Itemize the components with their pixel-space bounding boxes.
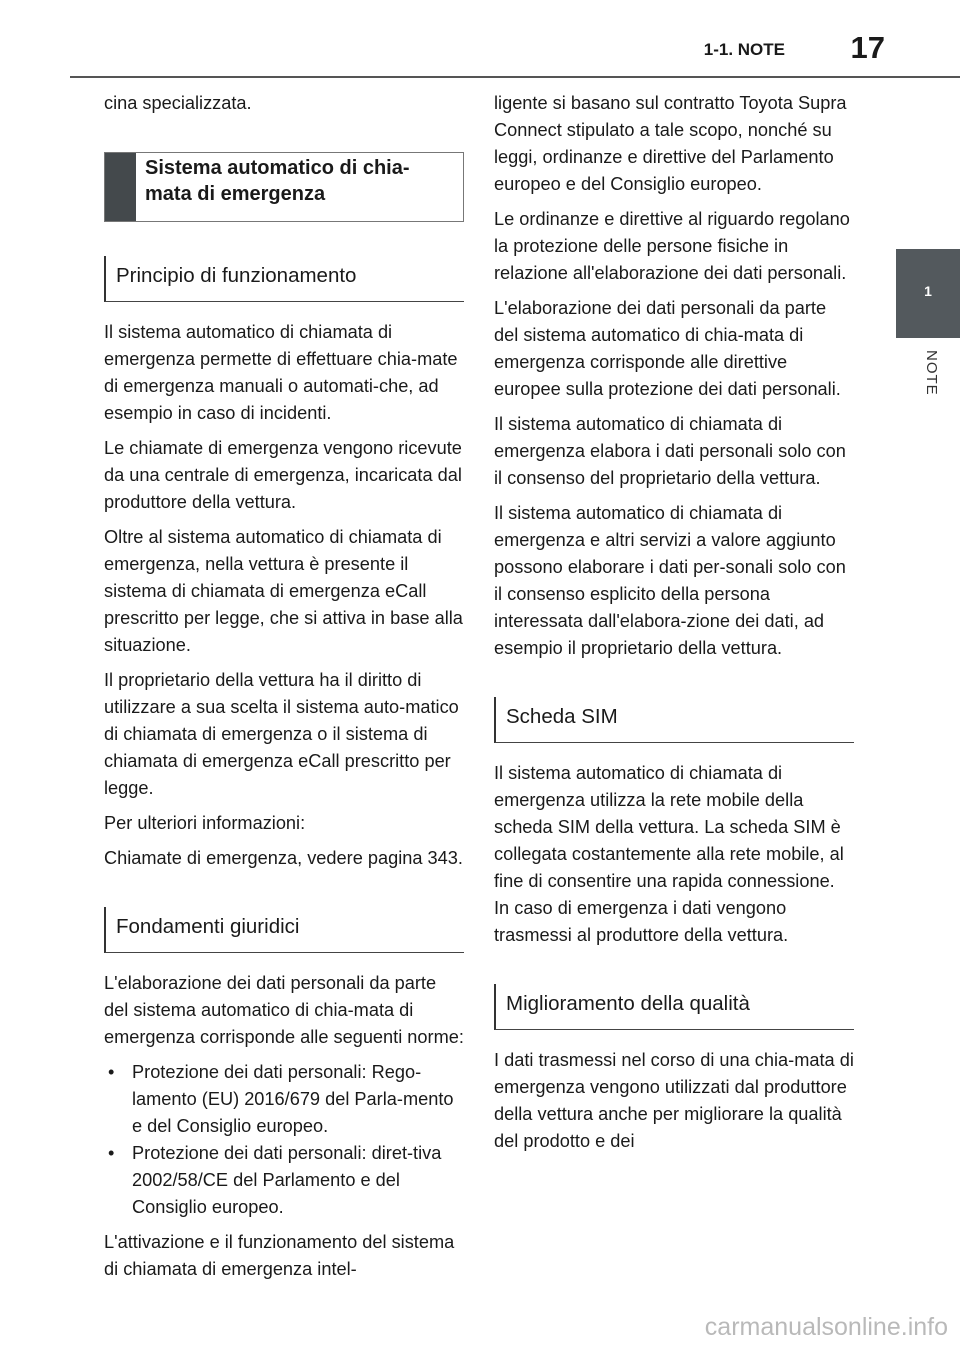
box-title-line-2: mata di emergenza bbox=[145, 183, 326, 205]
header-divider bbox=[70, 76, 960, 78]
paragraph: L'elaborazione dei dati personali da parte del sistema automatico di chia-mata di emergenza corrisponde alle direttive europee sulla protezione dei dati personali. bbox=[494, 298, 841, 399]
paragraph: Il sistema automatico di chiamata di emergenza utilizza la rete mobile della scheda SIM della vettura. La scheda SIM è collegata costantemente alla rete mobile, al fine di consentire una rapida connessione. In caso di emergenza i dati vengono trasmessi al produttore della vettura. bbox=[494, 763, 844, 945]
bullet-item: • Protezione dei dati personali: Rego-lamento (EU) 2016/679 del Parla-mento e del Consiglio europeo. bbox=[104, 1059, 464, 1140]
bullet-item: • Protezione dei dati personali: diret-tiva 2002/58/CE del Parlamento e del Consiglio europeo. bbox=[104, 1140, 464, 1221]
paragraph: Per ulteriori informazioni: bbox=[104, 813, 306, 833]
page-header bbox=[0, 0, 960, 80]
chapter-label: NOTE bbox=[923, 350, 940, 396]
paragraph: L'elaborazione dei dati personali da parte del sistema automatico di chia-mata di emergenza corrisponde alle seguenti norme: bbox=[104, 973, 464, 1047]
intro-text: cina specializzata. bbox=[104, 93, 252, 113]
chapter-tab[interactable] bbox=[896, 249, 960, 338]
chapter-number: 1 bbox=[924, 283, 932, 299]
paragraph: Il sistema automatico di chiamata di emergenza e altri servizi a valore aggiunto possono elaborare i dati per-sonali solo con il consenso esplicito della persona interessata dall'elabora-zione dei dati, ad esempio il proprietario della vettura. bbox=[494, 503, 846, 658]
page-reference[interactable]: Chiamate di emergenza, vedere pagina 343. bbox=[104, 848, 463, 868]
paragraph: Le chiamate di emergenza vengono ricevute da una centrale di emergenza, incaricata dal produttore della vettura. bbox=[104, 438, 462, 512]
section-box-bar bbox=[105, 153, 136, 221]
section-title: 1-1. NOTE bbox=[703, 40, 785, 59]
paragraph: I dati trasmessi nel corso di una chia-mata di emergenza vengono utilizzati dal produttore della vettura anche per migliorare la qualità del prodotto e dei bbox=[494, 1050, 854, 1151]
page-number: 17 bbox=[850, 30, 885, 65]
paragraph: Le ordinanze e direttive al riguardo regolano la protezione delle persone fisiche in relazione all'elaborazione dei dati personali. bbox=[494, 209, 850, 283]
paragraph: Oltre al sistema automatico di chiamata di emergenza, nella vettura è presente il sistema di chiamata di emergenza eCall prescritto per legge, che si attiva in base alla situazione. bbox=[104, 527, 463, 655]
paragraph: Il proprietario della vettura ha il diritto di utilizzare a sua scelta il sistema auto-matico di chiamata di emergenza o il sistema di chiamata di emergenza eCall prescritto per legge. bbox=[104, 670, 459, 798]
subheading-legal: Fondamenti giuridici bbox=[104, 907, 464, 953]
box-title-line-1: Sistema automatico di chia- bbox=[145, 157, 410, 179]
right-column bbox=[494, 90, 854, 1163]
left-column bbox=[104, 90, 464, 1291]
section-box-title bbox=[104, 152, 464, 222]
paragraph: ligente si basano sul contratto Toyota Supra Connect stipulato a tale scopo, nonché su leggi, ordinanze e direttive del Parlamento europeo e del Consiglio europeo. bbox=[494, 93, 847, 194]
subheading-quality: Miglioramento della qualità bbox=[494, 984, 854, 1030]
section-box-text bbox=[136, 153, 410, 221]
watermark: carmanualsonline.info bbox=[704, 1313, 948, 1341]
subheading-principle: Principio di funzionamento bbox=[104, 256, 464, 302]
paragraph: L'attivazione e il funzionamento del sistema di chiamata di emergenza intel- bbox=[104, 1232, 455, 1279]
bullet-list bbox=[104, 1059, 464, 1221]
subheading-sim: Scheda SIM bbox=[494, 697, 854, 743]
paragraph: Il sistema automatico di chiamata di emergenza permette di effettuare chia-mate di emergenza manuali o automati-che, ad esempio in caso di incidenti. bbox=[104, 322, 458, 423]
paragraph: Il sistema automatico di chiamata di emergenza elabora i dati personali solo con il consenso del proprietario della vettura. bbox=[494, 414, 846, 488]
